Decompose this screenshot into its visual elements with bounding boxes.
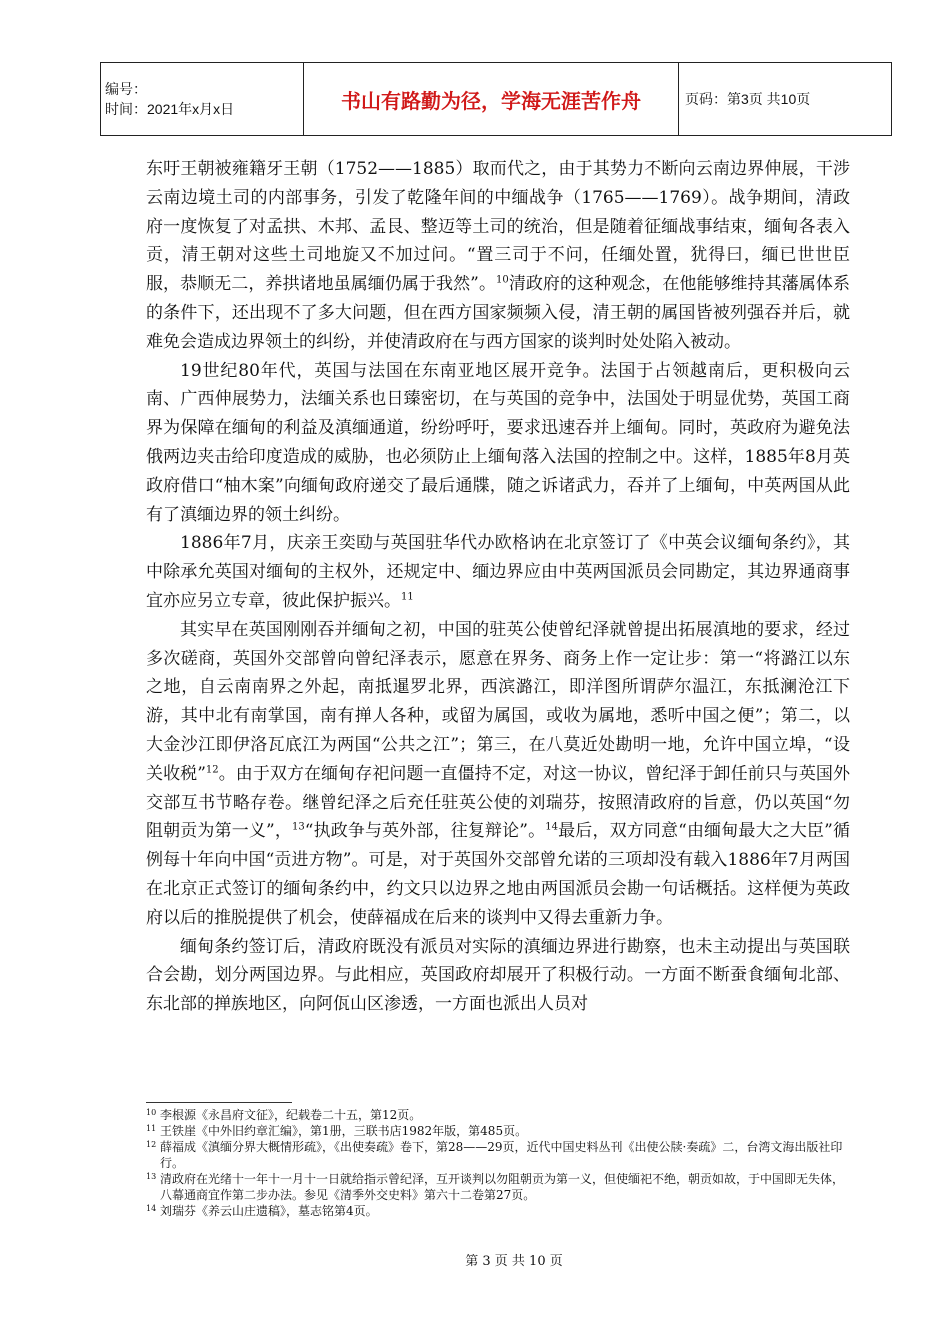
footnote-ref[interactable]: 14 [545, 821, 559, 833]
header-motto: 书山有路勤为径，学海无涯苦作舟 [304, 63, 679, 136]
main-body [146, 155, 850, 1019]
footnote-text: 薛福成《滇缅分界大概情形疏》，《出使奏疏》卷下，第28——29页，近代中国史料丛刊《出使公牍·奏疏》二，台湾文海出版社印行。 [160, 1140, 843, 1170]
footnote-divider [146, 1102, 292, 1103]
header-page-number: 页码：第3页 共10页 [679, 63, 892, 136]
footnote-text: 刘瑞芬《养云山庄遗稿》，墓志铭第4页。 [160, 1204, 378, 1218]
paragraph: 缅甸条约签订后，清政府既没有派员对实际的滇缅边界进行勘察，也未主动提出与英国联合会勘，划分两国边界。与此相应，英国政府却展开了积极行动。一方面不断蚕食缅甸北部、东北部的掸族地区，向阿佤山区渗透，一方面也派出人员对 [146, 936, 850, 1015]
footnote-ref[interactable]: 12 [205, 764, 219, 776]
footnote [146, 1171, 850, 1203]
footnote [146, 1107, 850, 1123]
paragraph: 东吁王朝被雍籍牙王朝（1752——1885）取而代之，由于其势力不断向云南边界伸展，干涉云南边境土司的内部事务，引发了乾隆年间的中缅战争（1765——1769）。战争期间，清政府一度恢复了对孟拱、木邦、孟艮、整迈等土司的统治，但是随着征缅战事结束，缅甸各表入贡，清王朝对这些土司地旋又不加过问。“置三司于不问，任缅处置，犹得曰，缅已世世臣服，恭顺无二，养拱诸地虽属缅仍属于我然”。$^{10}$清政府的这种观念，在他能够维持其藩属体系的条件下，还出现不了多大问题，但在西方国家频频入侵，清王朝的属国皆被列强吞并后，就难免会造成边界领土的纠纷，并使清政府在与西方国家的谈判时处处陷入被动。 [146, 159, 850, 352]
footnote [146, 1203, 850, 1219]
paragraph: 19世纪80年代，英国与法国在东南亚地区展开竞争。法国于占领越南后，更积极向云南、广西伸展势力，法缅关系也日臻密切，在与英国的竞争中，法国处于明显优势，英国工商界为保障在缅甸的利益及滇缅通道，纷纷呼吁，要求迅速吞并上缅甸。同时，英政府为避免法俄两边夹击给印度造成的威胁，也必须防止上缅甸落入法国的控制之中。这样，1885年8月英政府借口“柚木案”向缅甸政府递交了最后通牒，随之诉诸武力，吞并了上缅甸，中英两国从此有了滇缅边界的领土纠纷。 [146, 360, 850, 525]
footnote-number: 12 [146, 1140, 157, 1149]
document-header [100, 62, 892, 136]
footnote-number: 14 [146, 1204, 157, 1213]
footnote [146, 1123, 850, 1139]
footnote-ref[interactable]: 10 [496, 274, 509, 286]
header-meta-cell [101, 63, 304, 136]
document-date: 时间：2021年x月x日 [105, 101, 235, 117]
footnote-ref[interactable]: 11 [401, 591, 414, 603]
footnotes [146, 1107, 850, 1219]
page-footer [0, 1250, 950, 1269]
footer-page-number: 第 3 页 共 10 页 [465, 1254, 563, 1269]
footnote [146, 1139, 850, 1171]
footnote-text: 李根源《永昌府文征》，纪载卷二十五，第12页。 [160, 1108, 422, 1122]
footnote-text: 王铁崖《中外旧约章汇编》，第1册，三联书店1982年版，第485页。 [160, 1124, 528, 1138]
paragraph: 1886年7月，庆亲王奕劻与英国驻华代办欧格讷在北京签订了《中英会议缅甸条约》，其中除承允英国对缅甸的主权外，还规定中、缅边界应由中英两国派员会同勘定，其边界通商事宜亦应另立专章，彼此保护振兴。$^{11}$ [146, 533, 850, 611]
footnote-ref[interactable]: 13 [292, 821, 305, 833]
paragraph: 其实早在英国刚刚吞并缅甸之初，中国的驻英公使曾纪泽就曾提出拓展滇地的要求，经过多次磋商，英国外交部曾向曾纪泽表示，愿意在界务、商务上作一定让步：第一“将潞江以东之地，自云南南界之外起，南抵暹罗北界，西滨潞江，即洋图所谓萨尔温江，东抵澜沧江下游，其中北有南掌国，南有掸人各种，或留为属国，或收为属地，悉听中国之便”；第二，以大金沙江即伊洛瓦底江为两国“公共之江”；第三，在八莫近处勘明一地，允许中国立埠，“设关收税”$^{12}$。由于双方在缅甸存祀问题一直僵持不定，对这一协议，曾纪泽于卸任前只与英国外交部互书节略存卷。继曾纪泽之后充任驻英公使的刘瑞芬，按照清政府的旨意，仍以英国“勿阻朝贡为第一义”，$^{13}$“执政争与英外部，往复辩论”。$^{14}$最后，双方同意“由缅甸最大之大臣”循例每十年向中国“贡进方物”。可是，对于英国外交部曾允诺的三项却没有载入1886年7月两国在北京正式签订的缅甸条约中，约文只以边界之地由两国派员会勘一句话概括。这样便为英政府以后的推脱提供了机会，使薛福成在后来的谈判中又得去重新力争。 [146, 619, 850, 928]
footnote-number: 13 [146, 1172, 157, 1181]
footnote-number: 11 [146, 1124, 157, 1133]
footnote-text: 清政府在光绪十一年十一月十一日就给指示曾纪泽，互开谈判以勿阻朝贡为第一义，但使缅祀不绝，朝贡如故，于中国即无失体，八幕通商宜作第二步办法。参见《清季外交史料》第六十二卷第27页。 [160, 1172, 845, 1202]
footnote-number: 10 [146, 1108, 157, 1117]
document-number-label: 编号： [105, 81, 147, 97]
